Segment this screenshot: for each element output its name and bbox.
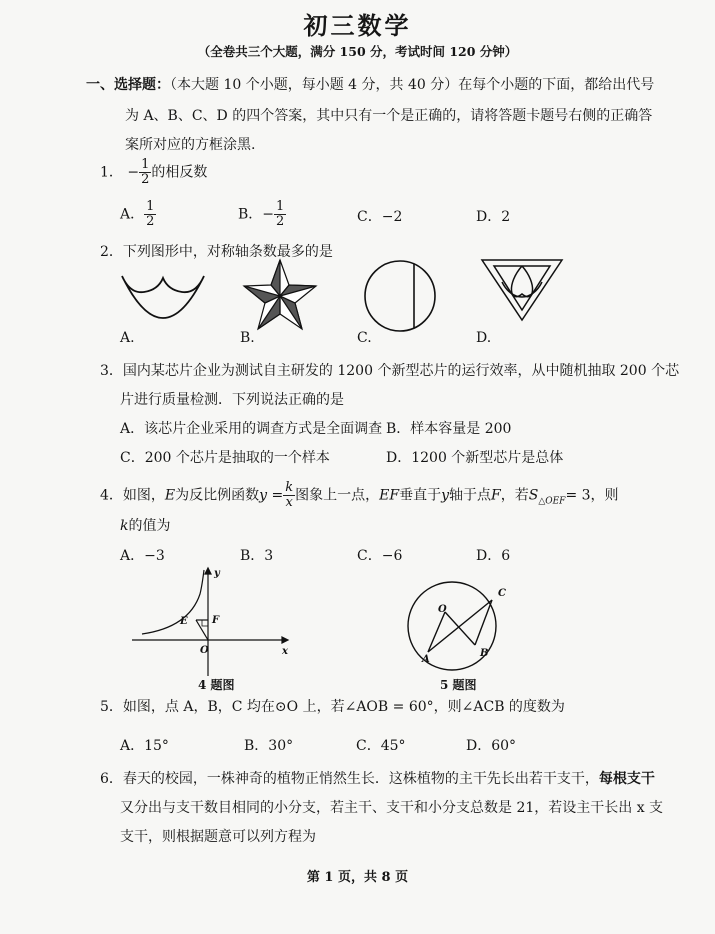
page-subtitle: （全卷共三个大题，满分 150 分，考试时间 120 分钟）	[197, 44, 518, 59]
q4-t5: 轴于点	[449, 487, 491, 504]
q1-frac-den: 2	[141, 172, 150, 187]
q4-option-c: C．−6	[357, 548, 403, 564]
q4-area-s: S	[528, 487, 539, 504]
q2-label-d: D.	[476, 330, 492, 346]
section1-line1-rest: （本大题 10 个小题，每小题 4 分，共 40 分）在每个小题的下面，都给出代号	[170, 77, 655, 93]
q4-frac-num: k	[285, 480, 294, 495]
q1-option-c	[357, 206, 402, 226]
q4-t7: = 3，则	[565, 487, 619, 504]
q5-stem-text: 如图，点 A，B，C 均在⊙O 上，若∠AOB = 60°，则∠ACB 的度数为	[122, 699, 565, 715]
q1-option-d-text: 2	[501, 209, 511, 225]
q1-b-num: 1	[276, 199, 285, 214]
q1-option-d-label: D．	[476, 209, 502, 225]
fig4-label-x: x	[282, 646, 288, 657]
section1-line2: 为 A、B、C、D 的四个答案，其中只有一个是正确的，请将答题卡题号右侧的正确答	[125, 108, 653, 124]
q1-a-num: 1	[146, 199, 155, 214]
fig5-label-b: B	[480, 648, 489, 659]
q4-area-sub: △OEF	[538, 496, 566, 507]
q3-line1	[100, 360, 679, 380]
q1-option-b-label: B．	[238, 206, 263, 223]
q2-figure-a-crescent	[118, 270, 208, 330]
q4-frac-den: x	[285, 495, 293, 510]
q4-t3: 图象上一点，	[295, 487, 380, 504]
q3-line2: 片进行质量检测．下列说法正确的是	[120, 392, 344, 408]
q1-option-c-label: C．	[357, 209, 382, 225]
q4-fraction	[283, 481, 295, 510]
figure-4-inverse-function	[130, 568, 290, 680]
q6-line3: 支干，则根据题意可以列方程为	[120, 829, 316, 845]
q2-label-c: C.	[357, 330, 372, 346]
q4-number: 4．	[100, 487, 123, 504]
q4-y-eq: y =	[259, 487, 284, 504]
q4-option-d: D．6	[476, 548, 511, 564]
q4-t8: 的值为	[128, 518, 171, 534]
q1-b-den: 2	[276, 214, 285, 229]
fig5-label-o: O	[438, 604, 447, 615]
q5-option-c: C．45°	[356, 738, 406, 754]
figure-5-circle	[400, 580, 510, 675]
q3-option-d: D．1200 个新型芯片是总体	[386, 450, 564, 466]
q2-label-a: A.	[120, 330, 135, 346]
q6-line2: 又分出与支干数目相同的小分支，若主干、支干和小分支总数是 21，若设主干长出 x 支	[120, 800, 664, 816]
fig4-label-f: F	[212, 615, 220, 626]
q1-option-d	[476, 206, 510, 226]
q2-figure-c-circle-chord	[360, 258, 440, 334]
q1-minus: −	[127, 164, 140, 181]
q5-option-b: B．30°	[244, 738, 294, 754]
q3-option-c: C．200 个芯片是抽取的一个样本	[120, 450, 330, 466]
q4-option-a: A．−3	[120, 548, 165, 564]
q3-option-b: B．样本容量是 200	[386, 421, 512, 437]
page-title: 初三数学	[303, 11, 412, 40]
q1-option-a-label: A．	[120, 206, 145, 223]
q3-option-a: A．该芯片企业采用的调查方式是全面调查	[120, 421, 383, 437]
fig4-label-o: O	[200, 645, 209, 656]
q1-a-den: 2	[146, 214, 155, 229]
q1-option-a-frac	[144, 200, 156, 229]
q2-number: 2．	[100, 244, 123, 260]
q2-stem-text: 下列图形中，对称轴条数最多的是	[122, 244, 333, 260]
fig5-label-c: C	[498, 588, 506, 599]
q6-line1	[100, 768, 655, 788]
q4-t2: 为反比例函数	[175, 487, 260, 504]
figure-5-caption: 5 题图	[440, 678, 477, 692]
q5-option-a: A．15°	[120, 738, 169, 754]
figure-4-caption: 4 题图	[198, 678, 235, 692]
q1-stem	[100, 158, 207, 187]
fig5-label-a: A	[422, 654, 430, 665]
q1-option-a	[120, 200, 156, 229]
q2-label-b: B.	[240, 330, 255, 346]
q5-stem	[100, 696, 565, 716]
q1-number: 1．	[100, 164, 123, 181]
q4-stem-line2	[120, 515, 170, 535]
q2-figure-b-star	[240, 258, 320, 333]
q4-point-f: F	[491, 487, 501, 504]
section1-line3: 案所对应的方框涂黑.	[125, 137, 256, 153]
q4-stem-line1	[100, 481, 619, 510]
q1-option-c-text: −2	[381, 209, 403, 225]
fig4-label-y: y	[214, 568, 220, 579]
q1-option-b	[238, 200, 286, 229]
q6-line1a: 春天的校园，一株神奇的植物正悄然生长．这株植物的主干先长出若干支干，	[122, 771, 599, 787]
q2-figure-d-triangle-knot	[480, 256, 564, 322]
q4-segment-ef: EF	[379, 487, 400, 504]
q4-k: k	[120, 518, 129, 534]
q6-line1b: 每根支干	[598, 771, 655, 787]
q1-fraction	[139, 158, 151, 187]
q6-number: 6．	[100, 771, 123, 787]
q5-number: 5．	[100, 699, 123, 715]
q1-stem-text: 的相反数	[151, 164, 208, 181]
q4-point-e: E	[164, 487, 176, 504]
section1-line1	[86, 74, 654, 94]
q4-option-b: B．3	[240, 548, 274, 564]
q4-t4: 垂直于	[399, 487, 442, 504]
q4-y-axis: y	[441, 487, 449, 504]
q3-number: 3．	[100, 363, 123, 379]
q3-line1-text: 国内某芯片企业为测试自主研发的 1200 个新型芯片的运行效率，从中随机抽取 200 个芯	[122, 363, 680, 379]
q4-t6: ，若	[500, 487, 529, 504]
page-footer: 第 1 页，共 8 页	[306, 870, 409, 885]
q5-option-d: D．60°	[466, 738, 517, 754]
q1-option-b-frac	[274, 200, 286, 229]
q4-t1: 如图，	[122, 487, 165, 504]
fig4-label-e: E	[180, 616, 188, 627]
q1-frac-num: 1	[141, 157, 150, 172]
section1-heading: 一、选择题：	[86, 77, 170, 93]
q1-b-minus: −	[262, 206, 275, 223]
